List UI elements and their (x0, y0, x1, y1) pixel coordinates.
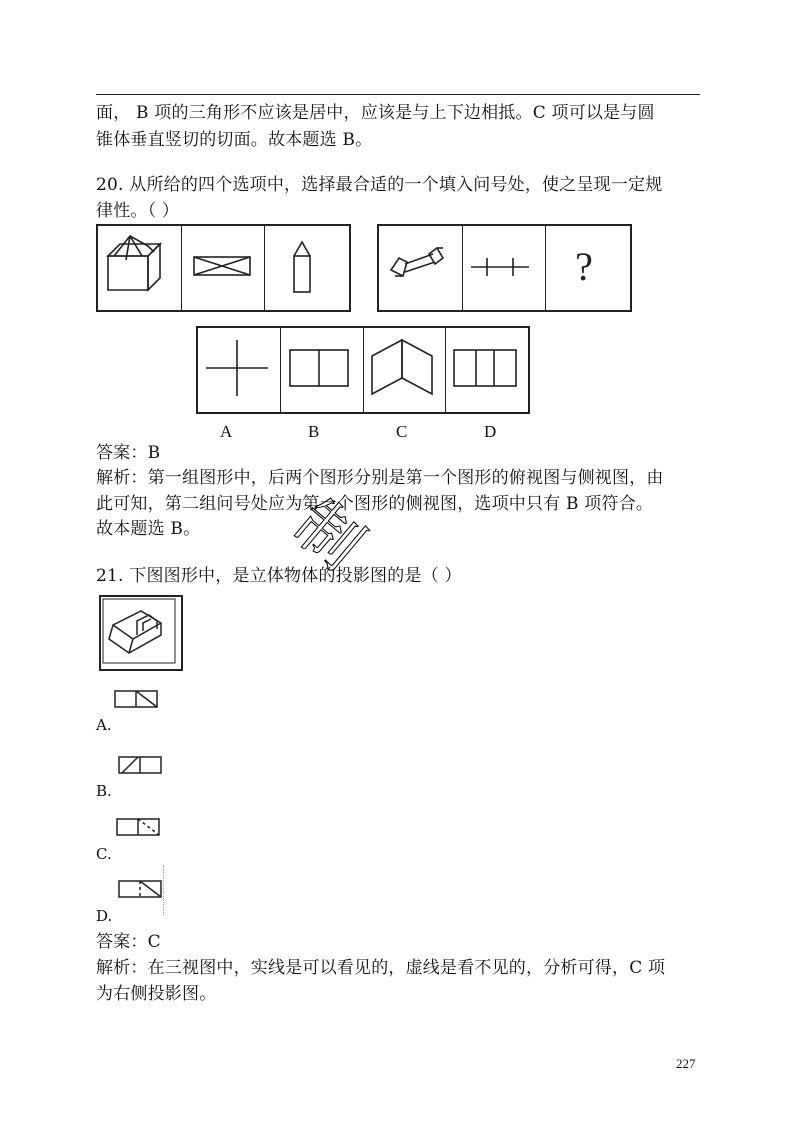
text-line: 面， B 项的三角形不应该是居中，应该是与上下边相抵。C 项可以是与圆 (96, 103, 655, 123)
figure-group-1-drawings (96, 224, 347, 308)
header-rule (96, 94, 700, 95)
option-d-figure (118, 880, 164, 900)
question-20-text: 20. 从所给的四个选项中，选择最合适的一个填入问号处，使之呈现一定规 (96, 175, 663, 195)
options-strip-drawings (196, 326, 526, 410)
question-20-text: 律性。（ ） (96, 201, 180, 221)
figure-group-2-drawings (377, 224, 628, 308)
option-c-figure (116, 818, 162, 838)
question-21-text: 21. 下图图形中，是立体物体的投影图的是（ ） (96, 566, 462, 586)
analysis-20: 解析：第一组图形中，后两个图形分别是第一个图形的俯视图与侧视图，由 (96, 468, 664, 488)
analysis-21: 解析：在三视图中，实线是可以看见的，虚线是看不见的，分析可得，C 项 (96, 958, 666, 978)
option-a-figure (114, 690, 160, 710)
option-label-c: C (396, 422, 408, 441)
question-mark: ? (575, 244, 593, 289)
option-d-label: D. (96, 907, 113, 925)
option-label-a: A (220, 422, 233, 441)
answer-20: 答案：B (96, 443, 161, 463)
option-c-label: C. (96, 845, 112, 863)
option-b-figure (118, 756, 164, 776)
scan-artifact-line (163, 865, 164, 915)
analysis-20: 此可知，第二组问号处应为第一个图形的侧视图，选项中只有 B 项符合。 (96, 494, 654, 514)
option-a-label: A. (96, 716, 112, 734)
solid-object-drawing (99, 595, 179, 667)
answer-21: 答案：C (96, 932, 161, 952)
watermark: 制 (279, 486, 377, 585)
option-label-b: B (308, 422, 320, 441)
text-line: 锥体垂直竖切的切面。故本题选 B。 (96, 130, 373, 150)
option-label-d: D (484, 422, 497, 441)
option-b-label: B. (96, 782, 112, 800)
page-number: 227 (676, 1056, 696, 1071)
analysis-21: 为右侧投影图。 (96, 984, 217, 1004)
analysis-20: 故本题选 B。 (96, 519, 201, 539)
